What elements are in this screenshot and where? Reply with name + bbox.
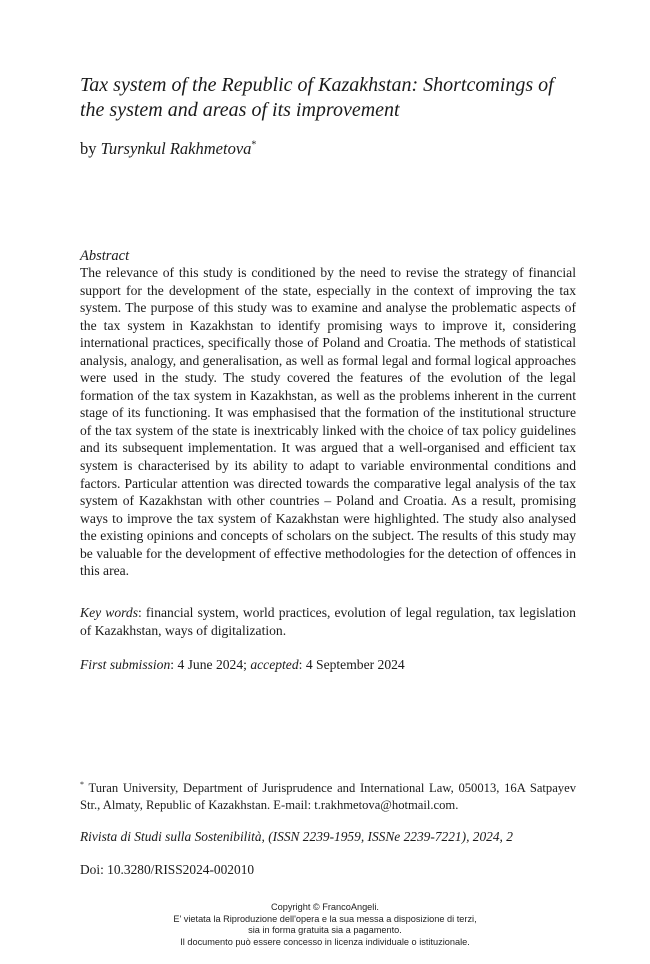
keywords-text: : financial system, world practices, evolution of legal regulation, tax legislation of Kazakhstan, ways of digitalization.	[80, 605, 576, 638]
byline	[80, 139, 256, 159]
copyright-notice	[100, 902, 550, 948]
abstract-text: The relevance of this study is conditioned by the need to revise the strategy of financial support for the development of the state, especially in the context of improving the tax system. The purpose of this study was to examine and analyse the problematic aspects of the tax system in Kazakhstan to identify promising ways to improve it, considering international practices, specifically those of Poland and Croatia. The methods of statistical analysis, analogy, and generalisation, as well as formal legal and formal logical approaches were used in the study. The study covered the features of the evolution of the legal formation of the tax system in Kazakhstan, as well as the problems inherent in the current stage of its functioning. It was emphasised that the formation of the institutional structure of the tax system of the state is inextricably linked with the choice of tax policy guidelines and its subsequent implementation. It was argued that a well-organised and efficient tax system is characterised by its ability to adapt to variable environmental conditions and factors. Particular attention was directed towards the comparative legal analysis of the tax system of Kazakhstan with other countries – Poland and Croatia. As a result, promising ways to improve the tax system of Kazakhstan were highlighted. The study also analysed the existing opinions and concepts of scholars on the subject. The results of this study may be valuable for the development of effective methodologies for the detection of offences in this area.	[80, 265, 576, 579]
footnote-text: Turan University, Department of Jurisprudence and International Law, 050013, 16A Satpayev Str., Almaty, Republic of Kazakhstan. E-mail: t.rakhmetova@hotmail.com.	[80, 781, 576, 812]
footnote-marker: *	[80, 779, 84, 789]
copyright-line: Il documento può essere concesso in licenza individuale o istituzionale.	[180, 936, 470, 947]
copyright-line: Copyright © FrancoAngeli.	[271, 902, 379, 912]
affiliation-footnote	[80, 780, 576, 813]
accepted-label: accepted	[250, 657, 299, 672]
first-submission-label: First submission	[80, 657, 171, 672]
doi: Doi: 10.3280/RISS2024-002010	[80, 862, 255, 877]
keywords	[80, 604, 576, 639]
abstract-heading: Abstract	[80, 248, 130, 264]
accepted-date: : 4 September 2024	[298, 657, 405, 672]
first-submission-date: : 4 June 2024;	[170, 657, 251, 672]
byline-prefix: by	[80, 139, 97, 158]
article-title: Tax system of the Republic of Kazakhstan: Shortcomings of the system and areas of its improvement	[80, 74, 554, 121]
author-footnote-marker: *	[251, 139, 257, 151]
submission-dates	[80, 656, 405, 674]
copyright-line: E' vietata la Riproduzione dell'opera e la sua messa a disposizione di terzi,	[173, 913, 477, 924]
journal-citation: Rivista di Studi sulla Sostenibilità, (ISSN 2239-1959, ISSNe 2239-7221), 2024, 2	[80, 829, 513, 844]
copyright-line: sia in forma gratuita sia a pagamento.	[248, 925, 402, 936]
author-name: Tursynkul Rakhmetova	[100, 139, 252, 158]
keywords-label: Key words	[80, 605, 138, 620]
